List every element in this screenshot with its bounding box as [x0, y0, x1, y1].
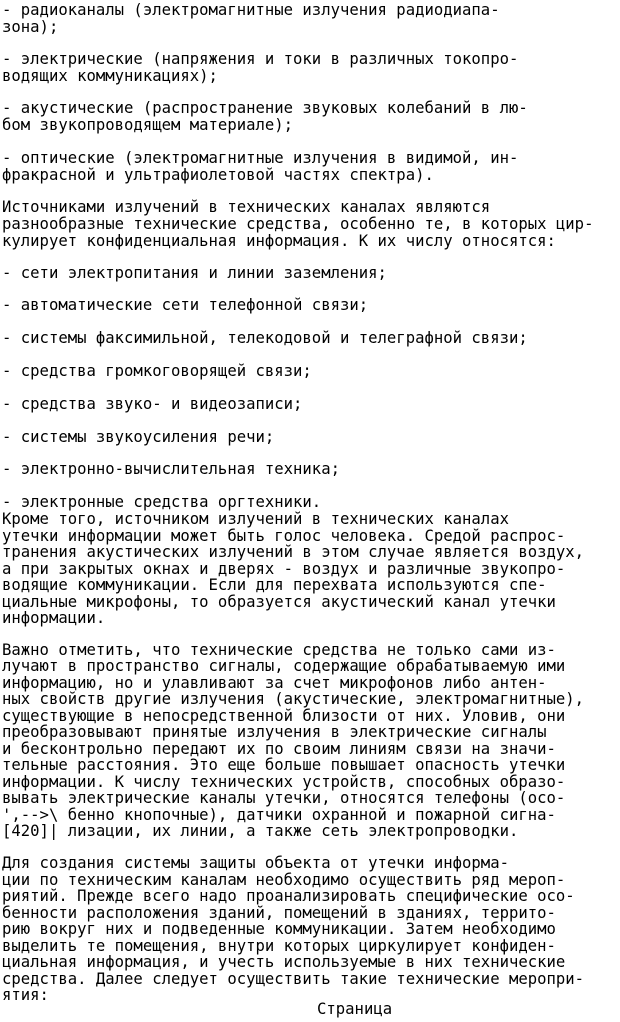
- text-line: Важно отметить, что технические средства не только сами из-: [2, 641, 556, 659]
- text-line: кулирует конфиденциальная информация. К их числу относятся:: [2, 232, 556, 250]
- text-line: фракрасной и ультрафиолетовой частях спектра).: [2, 166, 434, 184]
- text-line: транения акустических излучений в этом случае является воздух,: [2, 543, 585, 561]
- text-line: выделить те помещения, внутри которых циркулирует конфиден-: [2, 937, 556, 955]
- text-line: циальная информация, и учесть используемые в них технические: [2, 953, 566, 971]
- text-line: циальные микрофоны, то образуется акустический канал утечки: [2, 593, 556, 611]
- text-line: тельные расстояния. Это еще больше повышает опасность утечки: [2, 756, 566, 774]
- text-line: информации. К числу технических устройств, способных образо-: [2, 773, 566, 791]
- text-line: - радиоканалы (электромагнитные излучения радиодиапа-: [2, 1, 500, 19]
- text-line: - сети электропитания и линии заземления;: [2, 264, 387, 282]
- text-line: Кроме того, источником излучений в технических каналах: [2, 510, 509, 528]
- text-line: водящие коммуникации. Если для перехвата используются спе-: [2, 576, 547, 594]
- text-line: бенности расположения зданий, помещений в зданиях, террито-: [2, 904, 556, 922]
- text-line: водящих коммуникациях);: [2, 67, 218, 85]
- page-footer-label: Страница: [317, 1000, 393, 1018]
- text-line: и бесконтрольно передают их по своим линиям связи на значи-: [2, 740, 556, 758]
- text-line: преобразовывают принятые излучения в электрические сигналы: [2, 723, 547, 741]
- text-line: - средства звуко- и видеозаписи;: [2, 395, 303, 413]
- text-line: - средства громкоговорящей связи;: [2, 362, 312, 380]
- text-line: - системы звукоусиления речи;: [2, 428, 275, 446]
- text-line: зона);: [2, 18, 59, 36]
- text-line: бом звукопроводящем материале);: [2, 116, 294, 134]
- text-line: ',-->\ бенно кнопочные), датчики охранной и пожарной сигна-: [2, 806, 556, 824]
- text-line: [420]| лизации, их линии, а также сеть электропроводки.: [2, 822, 519, 840]
- text-line: - системы факсимильной, телекодовой и телеграфной связи;: [2, 329, 528, 347]
- text-line: - электронные средства оргтехники.: [2, 493, 322, 511]
- text-line: информации.: [2, 609, 106, 627]
- text-line: - оптические (электромагнитные излучения в видимой, ин-: [2, 149, 519, 167]
- text-line: - акустические (распространение звуковых колебаний в лю-: [2, 99, 528, 117]
- text-line: ции по техническим каналам необходимо осуществить ряд мероп-: [2, 871, 566, 889]
- text-line: рию вокруг них и подведенные коммуникации. Затем необходимо: [2, 920, 556, 938]
- text-line: существующие в непосредственной близости от них. Уловив, они: [2, 707, 566, 725]
- text-line: вывать электрические каналы утечки, относятся телефоны (осо-: [2, 789, 566, 807]
- text-line: лучают в пространство сигналы, содержащие обрабатываемую ими: [2, 657, 566, 675]
- text-line: а при закрытых окнах и дверях - воздух и различные звукопро-: [2, 560, 566, 578]
- text-line: ных свойств другие излучения (акустические, электромагнитные),: [2, 690, 585, 708]
- text-line: разнообразные технические средства, особенно те, в которых цир-: [2, 215, 594, 233]
- text-line: средства. Далее следует осуществить такие технические меропри-: [2, 970, 585, 988]
- text-line: - электронно-вычислительная техника;: [2, 460, 340, 478]
- text-line: - электрические (напряжения и токи в различных токопро-: [2, 50, 519, 68]
- text-line: риятий. Прежде всего надо проанализировать специфические осо-: [2, 887, 575, 905]
- text-line: Для создания системы защиты объекта от утечки информа-: [2, 854, 509, 872]
- text-line: утечки информации может быть голос человека. Средой распрос-: [2, 527, 566, 545]
- text-line: Источниками излучений в технических каналах являются: [2, 198, 491, 216]
- text-line: - автоматические сети телефонной связи;: [2, 296, 369, 314]
- text-line: ятия:: [2, 986, 49, 1004]
- text-line: информацию, но и улавливают за счет микрофонов либо антен-: [2, 674, 547, 692]
